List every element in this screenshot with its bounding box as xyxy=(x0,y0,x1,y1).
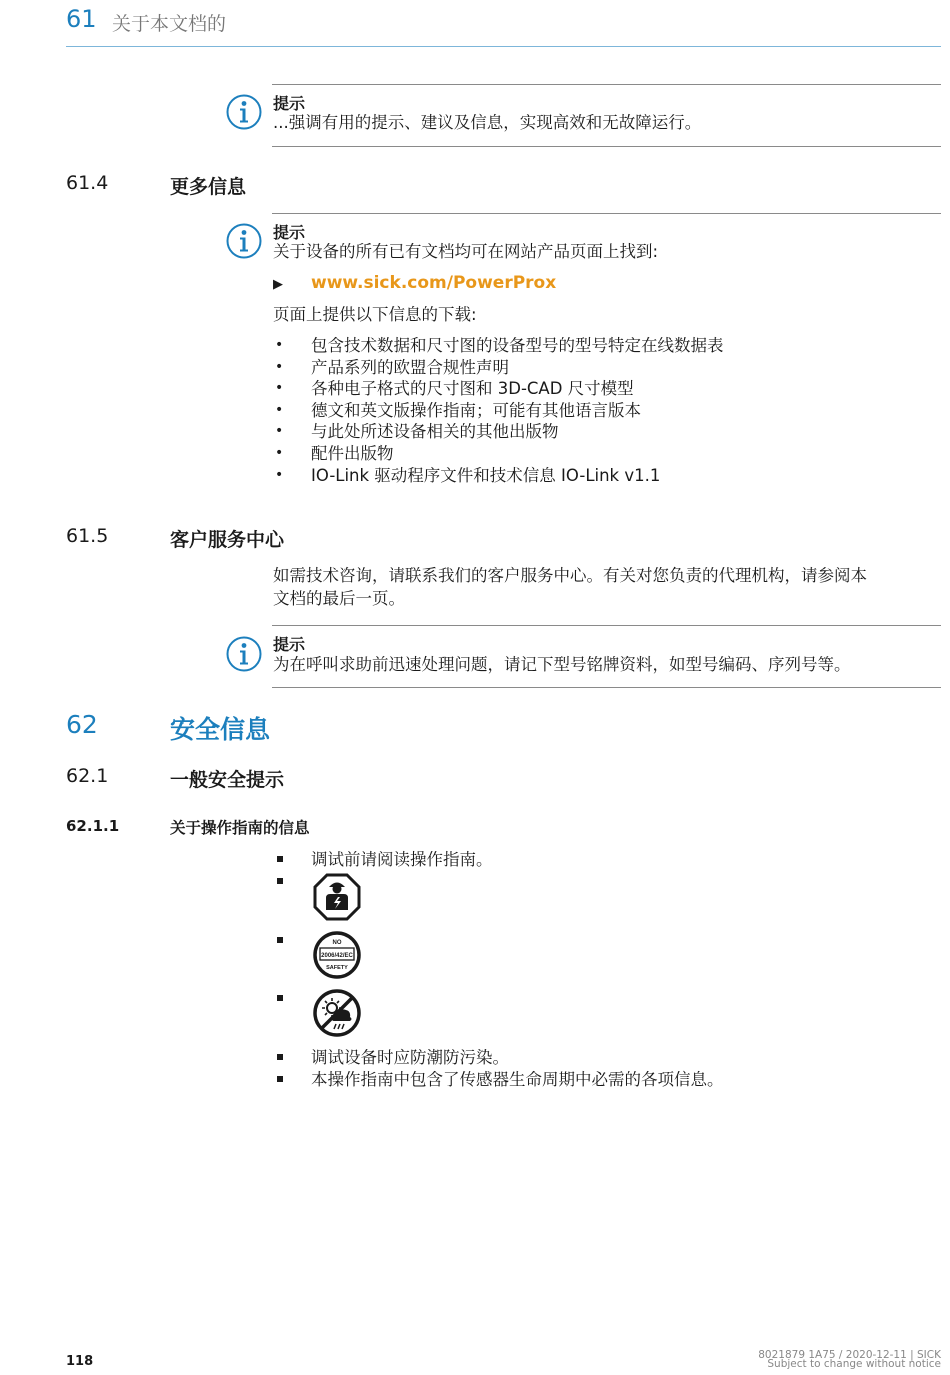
list-item-text: 调试设备时应防潮防污染。 xyxy=(311,1048,509,1067)
section-title: 一般安全提示 xyxy=(170,769,285,791)
page-number: 118 xyxy=(66,1354,94,1369)
download-intro: 页面上提供以下信息的下载: xyxy=(273,305,477,324)
note-bottom-divider xyxy=(272,146,941,147)
note-label: 提示 xyxy=(273,223,306,242)
note-text: 为在呼叫求助前迅速处理问题，请记下型号铭牌资料，如型号编码、序列号等。 xyxy=(273,655,851,674)
square-bullet xyxy=(277,856,283,862)
square-bullet xyxy=(277,1054,283,1060)
chapter-heading-title: 安全信息 xyxy=(170,715,271,744)
change-notice: Subject to change without notice xyxy=(767,1358,941,1370)
note-top-divider xyxy=(272,84,941,85)
list-item xyxy=(274,335,724,357)
no-safety-component-icon xyxy=(312,930,362,980)
note-bottom-divider xyxy=(272,687,941,688)
note-label: 提示 xyxy=(273,635,306,654)
list-item-text: 各种电子格式的尺寸图和 3D-CAD 尺寸模型 xyxy=(311,379,634,399)
note-text: ...强调有用的提示、建议及信息，实现高效和无故障运行。 xyxy=(273,113,702,132)
list-item xyxy=(274,357,724,379)
chapter-heading-number: 62 xyxy=(66,710,98,739)
square-bullet xyxy=(277,995,283,1001)
chapter-title: 关于本文档的 xyxy=(112,13,227,35)
section-number: 61.4 xyxy=(66,172,109,194)
list-item-text: 配件出版物 xyxy=(311,443,394,463)
note-text: 关于设备的所有已有文档均可在网站产品页面上找到: xyxy=(273,242,659,261)
bullet-dot: • xyxy=(275,444,284,461)
section-number: 62.1 xyxy=(66,765,109,787)
list-item xyxy=(274,421,724,443)
list-item-text: 德文和英文版操作指南；可能有其他语言版本 xyxy=(311,400,641,420)
paragraph-line: 如需技术咨询，请联系我们的客户服务中心。有关对您负责的代理机构，请参阅本 xyxy=(273,566,867,585)
product-page-link[interactable]: www.sick.com/PowerProx xyxy=(311,273,557,293)
bullet-dot: • xyxy=(275,423,284,440)
list-item-text: IO-Link 驱动程序文件和技术信息 IO-Link v1.1 xyxy=(311,465,661,485)
bullet-dot: • xyxy=(275,466,284,483)
arrow-bullet: ▶ xyxy=(273,277,283,292)
info-icon xyxy=(226,223,262,259)
square-bullet xyxy=(277,937,283,943)
chapter-number: 61 xyxy=(66,5,97,33)
no-weather-exposure-icon xyxy=(312,988,362,1038)
document-reference: 8021879 1A75 / 2020-12-11 | SICK xyxy=(758,1349,941,1361)
note-top-divider xyxy=(272,213,941,214)
list-item xyxy=(274,400,724,422)
square-bullet xyxy=(277,878,283,884)
list-item-text: 包含技术数据和尺寸图的设备型号的型号特定在线数据表 xyxy=(311,336,724,355)
list-item-text: 本操作指南中包含了传感器生命周期中必需的各项信息。 xyxy=(311,1070,724,1089)
subsection-number: 62.1.1 xyxy=(66,817,120,835)
bullet-dot: • xyxy=(275,401,284,418)
list-item xyxy=(274,465,724,487)
symbol-text-safety: SAFETY xyxy=(326,965,348,971)
section-number: 61.5 xyxy=(66,525,109,547)
section-title: 客户服务中心 xyxy=(170,529,285,551)
subsection-title: 关于操作指南的信息 xyxy=(170,819,310,837)
list-item xyxy=(274,378,724,400)
list-item-text: 产品系列的欧盟合规性声明 xyxy=(311,357,509,377)
note-top-divider xyxy=(272,625,941,626)
paragraph-line: 文档的最后一页。 xyxy=(273,589,405,608)
info-icon xyxy=(226,94,262,130)
square-bullet xyxy=(277,1076,283,1082)
bullet-dot: • xyxy=(275,337,284,353)
list-item-text: 与此处所述设备相关的其他出版物 xyxy=(311,422,559,442)
list-item xyxy=(274,443,724,465)
download-list xyxy=(274,335,724,486)
bullet-dot: • xyxy=(275,380,284,397)
symbol-text-directive: 2006/42/EC xyxy=(321,953,353,959)
symbol-text-no: NO xyxy=(332,940,342,946)
bullet-dot: • xyxy=(275,358,284,375)
list-item-text: 调试前请阅读操作指南。 xyxy=(311,850,493,869)
section-title: 更多信息 xyxy=(170,176,247,198)
note-label: 提示 xyxy=(273,94,306,113)
info-icon xyxy=(226,636,262,672)
header-divider xyxy=(66,46,941,47)
qualified-personnel-icon xyxy=(312,872,362,922)
